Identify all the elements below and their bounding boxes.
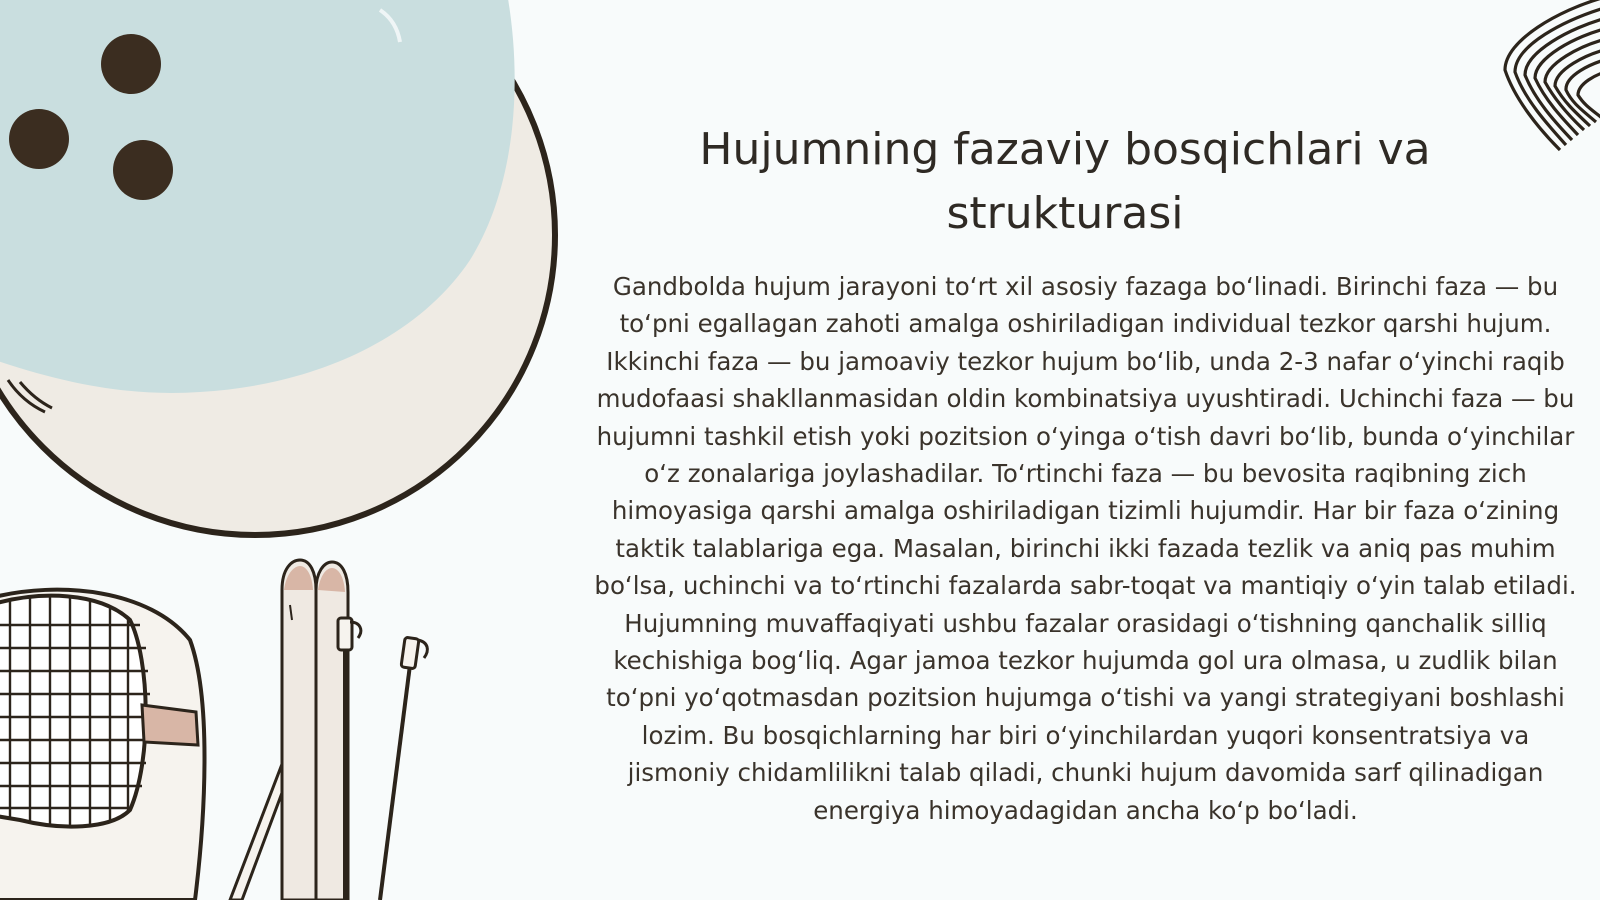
slide-body-text: Gandbolda hujum jarayoni to‘rt xil asosiy fazaga bo‘linadi. Birinchi faza — bu to‘pni egallagan zahoti amalga oshiriladigan individual tezkor qarshi hujum. Ikkinchi faza — bu jamoaviy tezkor hujum bo‘lib, unda 2-3 nafar o‘yinchi raqib mudofaasi shakllanmasidan oldin kombinatsiya uyushtiradi. Uchinchi faza — bu hujumni tashkil etish yoki pozitsion o‘yinga o‘tish davri bo‘lib, bunda o‘yinchilar o‘z zonalariga joylashadilar. To‘rtinchi faza — bu bevosita raqibning zich himoyasiga qarshi amalga oshiriladigan tizimli hujumdir. Har bir faza o‘zining taktik talablariga ega. Masalan, birinchi ikki fazada tezlik va aniq pas muhim bo‘lsa, uchinchi va to‘rtinchi fazalarda sabr-toqat va mantiqiy o‘yin talab etiladi. Hujumning muvaffaqiyati ushbu fazalar orasidagi o‘tishning qanchalik silliq kechishiga bog‘liq. Agar jamoa tezkor hujumda gol ura olmasa, u zudlik bilan to‘pni yo‘qotmasdan pozitsion hujumga o‘tishi va yangi strategiyani boshlashi lozim. Bu bosqichlarning har biri o‘yinchilardan yuqori konsentratsiya va jismoniy chidamlilikni talab qiladi, chunki hujum davomida sarf qilinadigan energiya himoyadagidan ancha ko‘p bo‘ladi. [594, 272, 1577, 825]
slide-title: Hujumning fazaviy bosqichlari va strukturasi [699, 124, 1431, 239]
striped-shape-icon [1500, 0, 1600, 170]
skis-and-poles-icon [0, 0, 460, 900]
